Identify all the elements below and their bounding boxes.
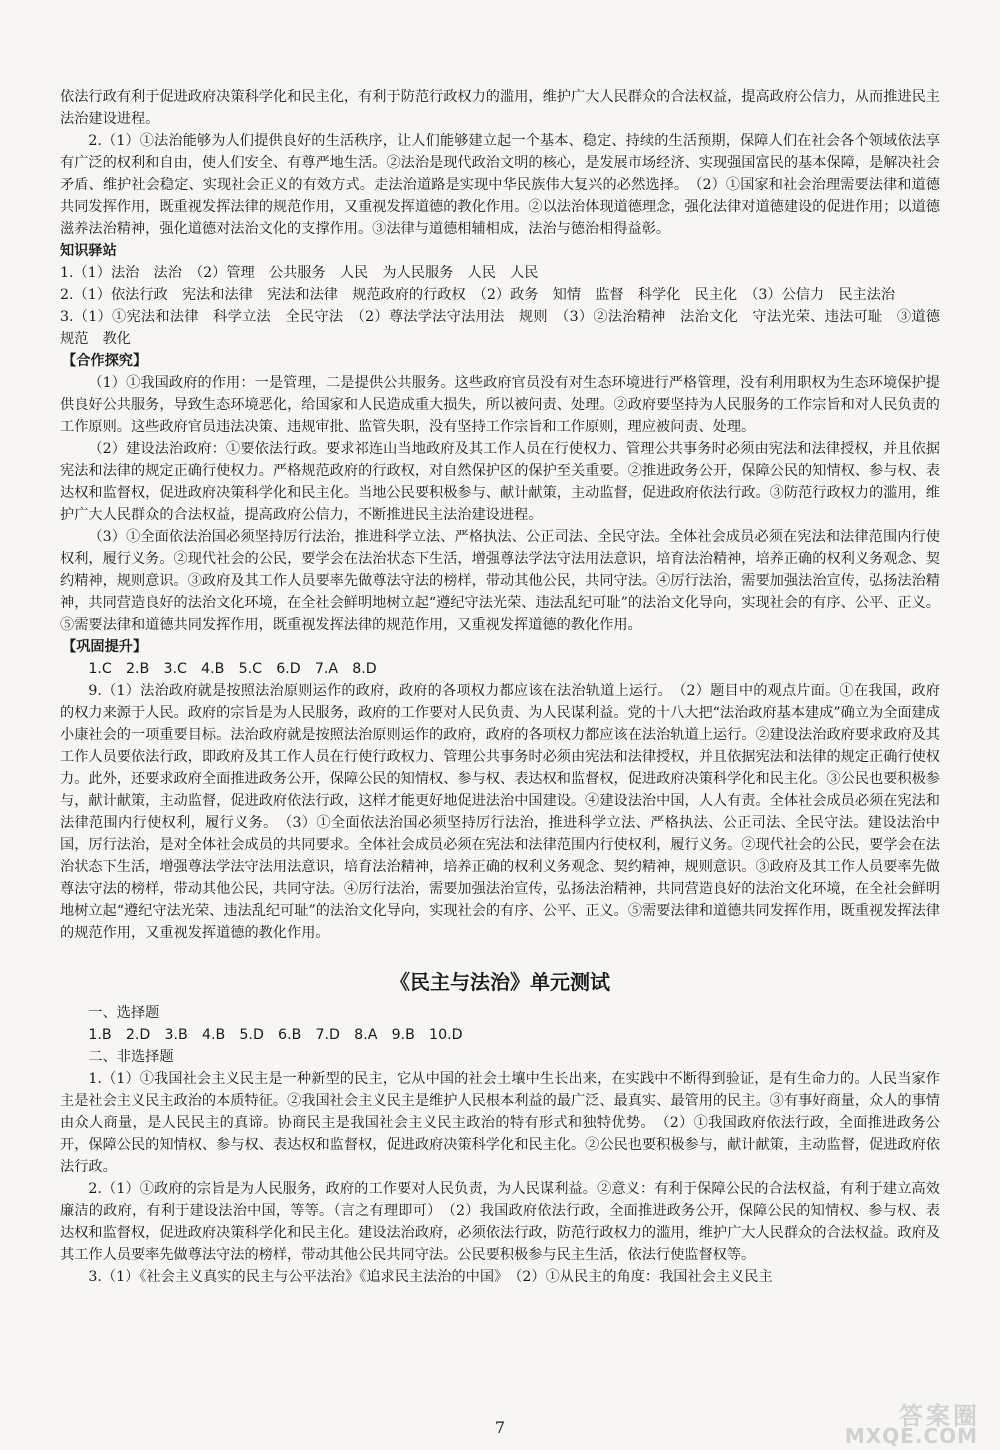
knowledge-item-1: 1.（1）法治 法治 （2）管理 公共服务 人民 为人民服务 人民 人民 (60, 265, 539, 281)
page-number: 7 (494, 1418, 506, 1437)
unit-test-section-choice: 一、选择题 (88, 1005, 160, 1021)
unit-test-question-2: 2.（1）①政府的宗旨是为人民服务，政府的工作要对人民负责，为人民谋利益。②意义：有利于保障公民的合法权益，有利于建立高效廉洁的政府，有利于建设法治中国，等等。（言之有理即可） （2）我国政府依法行政，全面推进政务公开，保障公民的知情权、参与权、表达权和监督权，促进政府决策科学化和民主化。建设法治政府，必须依法行政，防范行政权力的滥用，维护广大人民群众的合法权益。政府及其工作人员要率先做尊法守法的榜样，带动其他公民共同守法。公民要积极参与民主生活，依法行使监督权等。 (60, 1181, 940, 1263)
watermark-top-text: 答案圈 (899, 1402, 980, 1430)
consolidate-choice-answers: 1.C 2.B 3.C 4.B 5.C 6.D 7.A 8.D (88, 661, 377, 677)
watermark-bottom-text: MXQE.COM (844, 1424, 978, 1448)
consolidate-section-title: 【巩固提升】 (62, 639, 148, 655)
cooperation-section-title: 【合作探究】 (62, 353, 148, 369)
unit-test-section-nonchoice: 二、非选择题 (88, 1049, 174, 1065)
watermark-logo (826, 1398, 986, 1448)
answer-page (60, 86, 955, 1288)
intro-paragraph-1: 依法行政有利于促进政府决策科学化和民主化，有利于防范行政权力的滥用，维护广大人民群众的合法权益，提高政府公信力，从而推进民主法治建设进程。 (60, 89, 940, 127)
knowledge-item-2: 2.（1）依法行政 宪法和法律 宪法和法律 规范政府的行政权 （2）政务 知情 监督 科学化 民主化 （3）公信力 民主法治 (60, 287, 896, 303)
knowledge-section-title: 知识驿站 (60, 243, 117, 259)
consolidate-question-9: 9.（1）法治政府就是按照法治原则运作的政府，政府的各项权力都应该在法治轨道上运行。 （2）题目中的观点片面。①在我国，政府的权力来源于人民。政府的宗旨是为人民服务，政府的工作要对人民负责、为人民谋利益。党的十八大把“法治政府基本建成”确立为全面建成小康社会的一项重要目标。法治政府就是按照法治原则运作的政府，政府的各项权力都应该在法治轨道上运行。②建设法治政府要求政府及其工作人员要依法行政，即政府及其工作人员在行使行政权力、管理公共事务时必须由宪法和法律授权，并且依据宪法和法律的规定正确行使权力。此外，还要求政府全面推进政务公开，保障公民的知情权、参与权、表达权和监督权，促进政府决策科学化和民主化。③公民也要积极参与，献计献策，主动监督，促进政府依法行政，这样才能更好地促进法治中国建设。④建设法治中国，人人有责。全体社会成员必须在宪法和法律范围内行使权利，履行义务。 （3）①全面依法治国必须坚持厉行法治，推进科学立法、严格执法、公正司法、全民守法。建设法治中国，厉行法治，是对全体社会成员的共同要求。全体社会成员必须在宪法和法律范围内行使权利，履行义务。②现代社会的公民，要学会在法治状态下生活，增强尊法学法守法用法意识，培育法治精神，培养正确的权利义务观念、契约精神，规则意识。③政府及其工作人员要率先做尊法守法的榜样，带动其他公民，共同守法。④厉行法治，需要加强法治宣传，弘扬法治精神，共同营造良好的法治文化环境，在全社会鲜明地树立起“遵纪守法光荣、违法乱纪可耻”的法治文化导向，实现社会的有序、公平、正义。⑤需要法律和道德共同发挥作用，既重视发挥法律的规范作用，又重视发挥道德的教化作用。 (60, 683, 940, 941)
unit-test-choice-answers: 1.B 2.D 3.B 4.B 5.D 6.B 7.D 8.A 9.B 10.D (88, 1027, 463, 1043)
cooperation-paragraph-1: （1）①我国政府的作用：一是管理，二是提供公共服务。这些政府官员没有对生态环境进行严格管理，没有利用职权为生态环境保护提供良好公共服务，导致生态环境恶化，给国家和人民造成重大损失，所以被问责、处理。②政府要坚持为人民服务的工作宗旨和对人民负责的工作原则。这些政府官员违法决策、违规审批、监管失职，没有坚持工作宗旨和工作原则，理应被问责、处理。 (60, 375, 940, 435)
unit-test-question-3: 3.（1）《社会主义真实的民主与公平法治》《追求民主法治的中国》 （2）①从民主的角度：我国社会主义民主 (88, 1269, 773, 1285)
unit-test-question-1: 1.（1）①我国社会主义民主是一种新型的民主，它从中国的社会土壤中生长出来，在实践中不断得到验证，是有生命力的。人民当家作主是社会主义民主政治的本质特征。②我国社会主义民主是维护人民根本利益的最广泛、最真实、最管用的民主。③有事好商量，众人的事情由众人商量，是人民民主的真谛。协商民主是我国社会主义民主政治的特有形式和独特优势。 （2）①我国政府依法行政，全面推进政务公开，保障公民的知情权、参与权、表达权和监督权，促进政府决策科学化和民主化。②公民也要积极参与，献计献策，主动监督，促进政府依法行政。 (60, 1071, 940, 1175)
cooperation-paragraph-2: （2）建设法治政府：①要依法行政。要求祁连山当地政府及其工作人员在行使权力、管理公共事务时必须由宪法和法律授权，并且依据宪法和法律的规定正确行使权力。严格规范政府的行政权，对自然保护区的保护至关重要。②推进政务公开，保障公民的知情权、参与权、表达权和监督权，促进政府决策科学化和民主化。当地公民要积极参与、献计献策，主动监督，促进政府依法行政。③防范行政权力的滥用，维护广大人民群众的合法权益，提高政府公信力，不断推进民主法治建设进程。 (60, 441, 940, 523)
intro-paragraph-2: 2.（1）①法治能够为人们提供良好的生活秩序，让人们能够建立起一个基本、稳定、持续的生活预期，保障人们在社会各个领域依法享有广泛的权利和自由，使人们安全、有尊严地生活。②法治是现代政治文明的核心，是发展市场经济、实现强国富民的基本保障，是解决社会矛盾、维护社会稳定、实现社会正义的有效方式。走法治道路是实现中华民族伟大复兴的必然选择。 （2）①国家和社会治理需要法律和道德共同发挥作用，既重视发挥法律的规范作用，又重视发挥道德的教化作用。②以法治体现道德理念，强化法律对道德建设的促进作用；以道德滋养法治精神，强化道德对法治文化的支撑作用。③法律与道德相辅相成，法治与德治相得益彰。 (60, 133, 940, 237)
cooperation-paragraph-3: （3）①全面依法治国必须坚持厉行法治，推进科学立法、严格执法、公正司法、全民守法。全体社会成员必须在宪法和法律范围内行使权利，履行义务。②现代社会的公民，要学会在法治状态下生活，增强尊法学法守法用法意识，培育法治精神，培养正确的权利义务观念、契约精神，规则意识。③政府及其工作人员要率先做尊法守法的榜样，带动其他公民，共同守法。④厉行法治，需要加强法治宣传，弘扬法治精神，共同营造良好的法治文化环境，在全社会鲜明地树立起“遵纪守法光荣、违法乱纪可耻”的法治文化导向，实现社会的有序、公平、正义。⑤需要法律和道德共同发挥作用，既重视发挥法律的规范作用，又重视发挥道德的教化作用。 (60, 529, 940, 633)
unit-test-title: 《民主与法治》单元测试 (390, 970, 610, 994)
knowledge-item-3: 3.（1）①宪法和法律 科学立法 全民守法 （2）尊法学法守法用法 规则 （3）②法治精神 法治文化 守法光荣、违法可耻 ③道德 规范 教化 (60, 309, 955, 347)
